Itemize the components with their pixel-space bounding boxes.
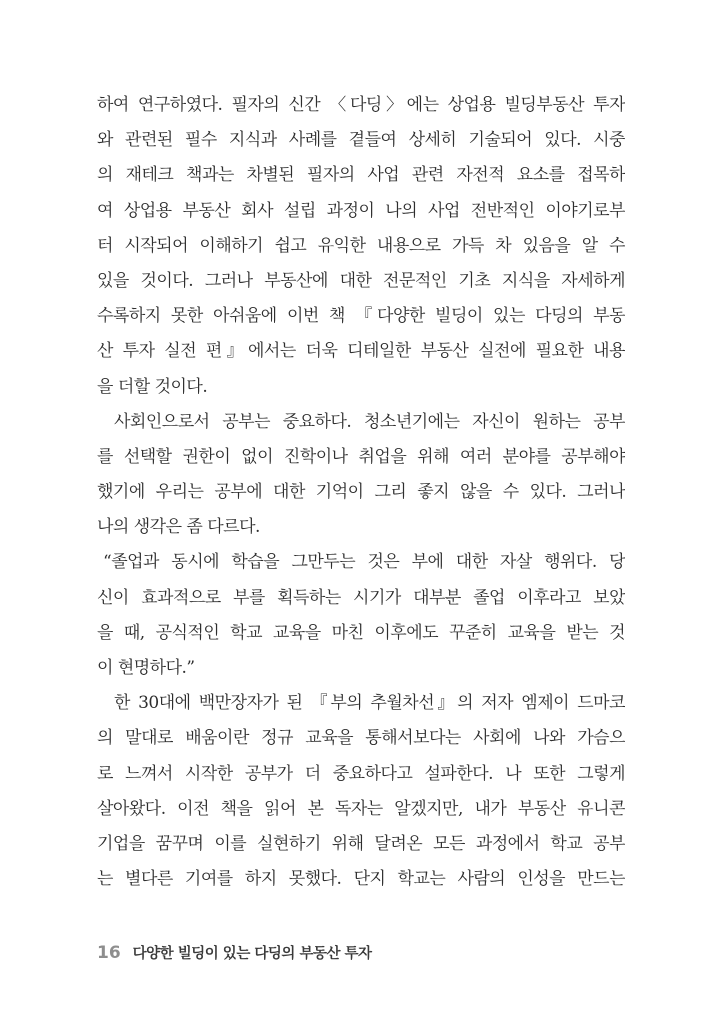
text-line: 을 더할 것이다. (97, 376, 208, 397)
text-line: 하여 연구하였다. 필자의 신간 〈다딩〉에는 상업용 빌딩부동산 투자 (97, 95, 625, 115)
text-line: 터 시작되어 이해하기 쉽고 유익한 내용으로 가득 차 있음을 알 수 (97, 235, 625, 256)
text-line: 여 상업용 부동산 회사 설립 과정이 나의 사업 전반적인 이야기로부 (97, 200, 625, 221)
footer-book-title: 다양한 빌딩이 있는 다딩의 부동산 투자 (132, 946, 372, 962)
text-line: 했기에 우리는 공부에 대한 기억이 그리 좋지 않을 수 있다. 그러나 (97, 482, 625, 503)
text-line: 기업을 꿈꾸며 이를 실현하기 위해 달려온 모든 과정에서 학교 공부 (97, 833, 625, 854)
text-line: 를 선택할 권한이 없이 진학이나 취업을 위해 여러 분야를 공부해야 (97, 446, 625, 467)
text-line: 나의 생각은 좀 다르다. (97, 517, 260, 538)
text-line: 로 느껴서 시작한 공부가 더 중요하다고 설파한다. 나 또한 그렇게 (97, 763, 625, 784)
text-line: 사회인으로서 공부는 중요하다. 청소년기에는 자신이 원하는 공부 (114, 411, 625, 432)
page-footer (97, 942, 372, 963)
text-line: 을 때, 공식적인 학교 교육을 마친 이후에도 꾸준히 교육을 받는 것 (97, 622, 625, 643)
page-number: 16 (97, 943, 121, 963)
text-line: 와 관련된 필수 지식과 사례를 곁들여 상세히 기술되어 있다. 시중 (97, 130, 625, 151)
text-line: 신이 효과적으로 부를 획득하는 시기가 대부분 졸업 이후라고 보았 (97, 587, 625, 608)
text-line: 의 말대로 배움이란 정규 교육을 통해서보다는 사회에 나와 가슴으 (97, 728, 625, 749)
text-line: 수록하지 못한 아쉬움에 이번 책 『다양한 빌딩이 있는 다딩의 부동 (97, 306, 625, 327)
text-line: 있을 것이다. 그러나 부동산에 대한 전문적인 기초 지식을 자세하게 (97, 270, 625, 291)
text-line: 한 30대에 백만장자가 된 『부의 추월차선』의 저자 엠제이 드마코 (114, 693, 625, 714)
text-line: 산 투자 실전 편』에서는 더욱 디테일한 부동산 실전에 필요한 내용 (97, 341, 625, 362)
text-line: “졸업과 동시에 학습을 그만두는 것은 부에 대한 자살 행위다. 당 (103, 552, 625, 573)
text-line: 이 현명하다.” (97, 658, 195, 678)
text-line: 살아왔다. 이전 책을 읽어 본 독자는 알겠지만, 내가 부동산 유니콘 (97, 798, 625, 819)
text-line: 는 별다른 기여를 하지 못했다. 단지 학교는 사람의 인성을 만드는 (97, 869, 625, 890)
text-line: 의 재테크 책과는 차별된 필자의 사업 관련 자전적 요소를 접목하 (97, 165, 625, 186)
body-text (97, 88, 625, 897)
